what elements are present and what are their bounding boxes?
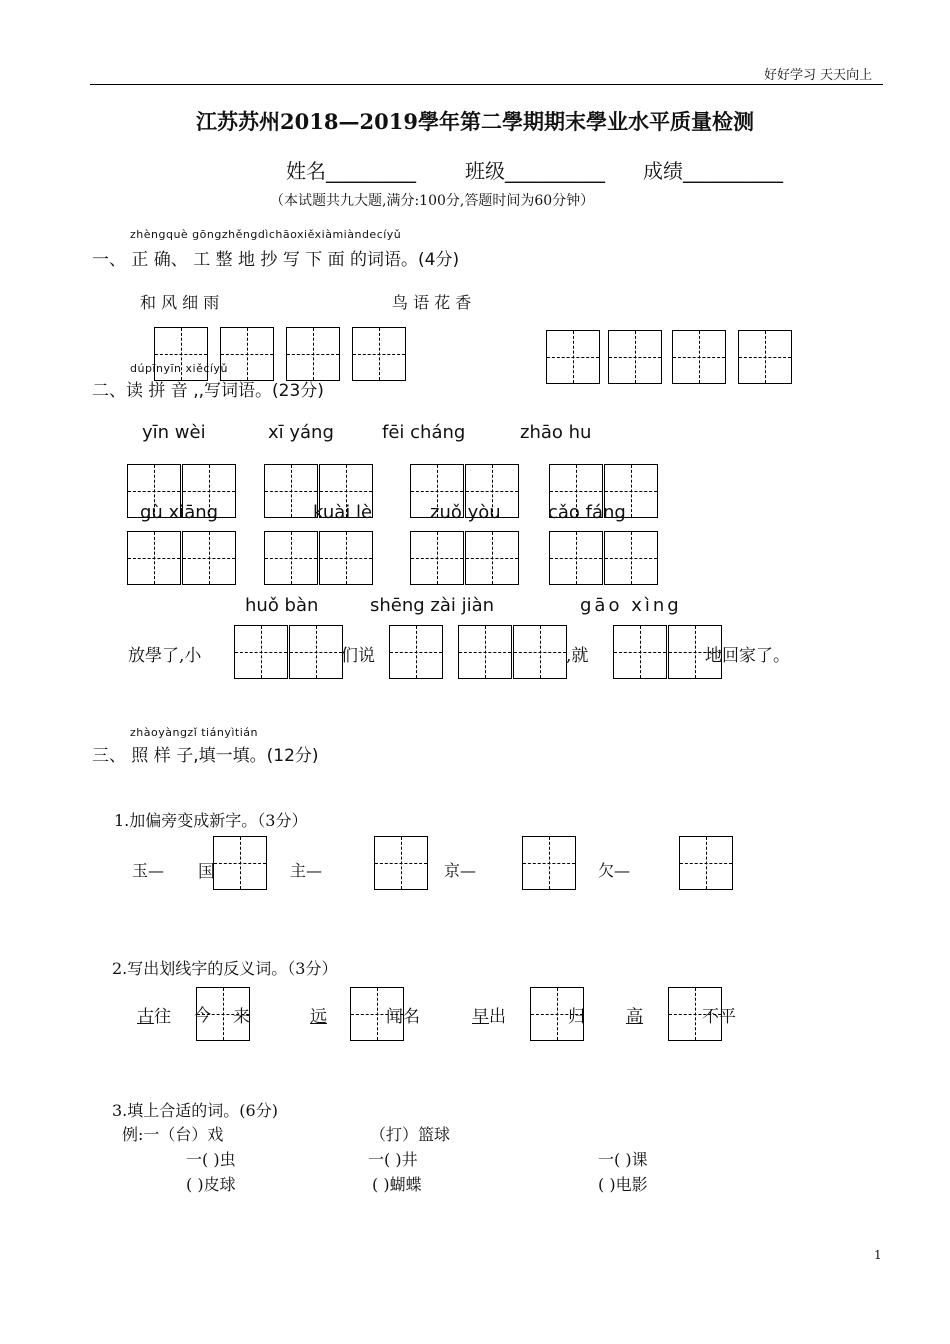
q2-rest: 出 <box>489 1007 506 1027</box>
pinyin-label: cǎo fáng <box>548 502 626 523</box>
pinyin-label: kuài lè <box>313 502 373 523</box>
section1-words-left: 和 风 细 雨 <box>140 293 220 312</box>
writing-box[interactable] <box>352 327 406 381</box>
name-field[interactable]: 姓名_________ <box>286 159 416 183</box>
section1-words-right: 鸟 语 花 香 <box>392 293 472 312</box>
writing-box[interactable] <box>458 625 512 679</box>
writing-box[interactable] <box>410 531 464 585</box>
section3-title: 三、 照 样 子,填一填。(12分) <box>92 746 319 766</box>
writing-box[interactable] <box>608 330 662 384</box>
section1-pinyin: zhèngquè gōngzhěngdìchāoxiěxiàmiàndecíyǔ <box>130 228 402 241</box>
writing-box[interactable] <box>389 625 443 679</box>
sentence-end: 地回家了。 <box>705 646 790 666</box>
q3-blank[interactable]: ( )蝴蝶 <box>372 1175 422 1194</box>
writing-box[interactable] <box>679 836 733 890</box>
q2-after: 闻名 <box>386 1007 420 1027</box>
writing-box[interactable] <box>234 625 288 679</box>
pinyin-label: zuǒ yòu <box>430 502 501 523</box>
section2-title: 二、读 拼 音 ,,写词语。(23分) <box>92 381 324 401</box>
writing-box[interactable] <box>319 531 373 585</box>
pinyin-label: yīn wèi <box>142 422 206 443</box>
q3-blank[interactable]: 一( )课 <box>598 1150 648 1169</box>
page-number: 1 <box>874 1248 882 1262</box>
writing-box[interactable] <box>465 531 519 585</box>
writing-box[interactable] <box>374 836 428 890</box>
q3-blank[interactable]: 一( )虫 <box>186 1150 236 1169</box>
q3-blank[interactable]: 一( )井 <box>368 1150 418 1169</box>
pinyin-label: shēng zài jiàn <box>370 595 495 616</box>
q3-blank[interactable]: ( )皮球 <box>186 1175 236 1194</box>
q2-underlined: 高 <box>626 1007 643 1027</box>
section2-pinyin: dúpīnyīn xiěcíyǔ <box>130 362 228 375</box>
header-divider <box>90 84 883 85</box>
writing-box[interactable] <box>604 531 658 585</box>
exam-note: （本试题共九大题,满分:100分,答题时间为60分钟） <box>270 193 595 209</box>
q1-item: 主— <box>290 861 323 880</box>
writing-box[interactable] <box>264 464 318 518</box>
q3-blank[interactable]: ( )电影 <box>598 1175 648 1194</box>
sentence-mid2: ,就 <box>566 646 589 666</box>
pinyin-label: huǒ bàn <box>245 595 319 616</box>
sentence-start: 放學了,小 <box>128 646 202 666</box>
writing-box[interactable] <box>738 330 792 384</box>
pinyin-label: fēi cháng <box>382 422 466 443</box>
q1-item: 京— <box>444 861 477 880</box>
score-field[interactable]: 成绩__________ <box>643 159 783 183</box>
writing-box[interactable] <box>289 625 343 679</box>
writing-box[interactable] <box>220 327 274 381</box>
writing-box[interactable] <box>672 330 726 384</box>
q2-underlined: 远 <box>310 1007 327 1027</box>
pinyin-label: zhāo hu <box>520 422 592 443</box>
writing-box[interactable] <box>182 531 236 585</box>
writing-box[interactable] <box>286 327 340 381</box>
class-field[interactable]: 班级__________ <box>465 159 605 183</box>
writing-box[interactable] <box>522 836 576 890</box>
q3-example: 例:一（台）戏 <box>122 1125 224 1144</box>
q1-item: 欠— <box>598 861 631 880</box>
q1-example-answer: 国 <box>198 862 215 882</box>
sentence-mid1: 们说 <box>341 646 375 666</box>
q2-item <box>137 1002 171 1027</box>
writing-box[interactable] <box>127 531 181 585</box>
page-title: 江苏苏州2018—2019學年第二學期期末學业水平质量检测 <box>196 109 754 134</box>
q1-title: 1.加偏旁变成新字。（3分） <box>114 811 308 830</box>
q1-item: 玉— <box>132 861 165 880</box>
section1-title: 一、 正 确、 工 整 地 抄 写 下 面 的词语。(4分) <box>92 250 460 270</box>
writing-box[interactable] <box>549 531 603 585</box>
section3-pinyin: zhàoyàngzǐ tiányìtián <box>130 726 258 739</box>
writing-box[interactable] <box>546 330 600 384</box>
q2-title: 2.写出划线字的反义词。（3分） <box>112 959 338 978</box>
writing-box[interactable] <box>213 836 267 890</box>
q2-underlined: 早 <box>472 1007 489 1027</box>
q2-item <box>472 1002 506 1027</box>
pinyin-label: gāo xìng <box>580 595 682 616</box>
q2-underlined: 古 <box>137 1007 154 1027</box>
q3-example: （打）篮球 <box>370 1125 451 1144</box>
writing-box[interactable] <box>613 625 667 679</box>
q2-after: 来 <box>233 1007 250 1027</box>
q2-rest: 往 <box>154 1007 171 1027</box>
q2-after: 不平 <box>702 1007 736 1027</box>
pinyin-label: xī yáng <box>268 422 334 443</box>
header-motto: 好好学习 天天向上 <box>764 68 873 83</box>
q3-title: 3.填上合适的词。(6分) <box>112 1101 278 1120</box>
writing-box[interactable] <box>513 625 567 679</box>
q2-after: 归 <box>568 1007 585 1027</box>
pinyin-label: gù xiāng <box>140 502 219 523</box>
q2-example-answer: 今 <box>194 1006 211 1026</box>
writing-box[interactable] <box>264 531 318 585</box>
